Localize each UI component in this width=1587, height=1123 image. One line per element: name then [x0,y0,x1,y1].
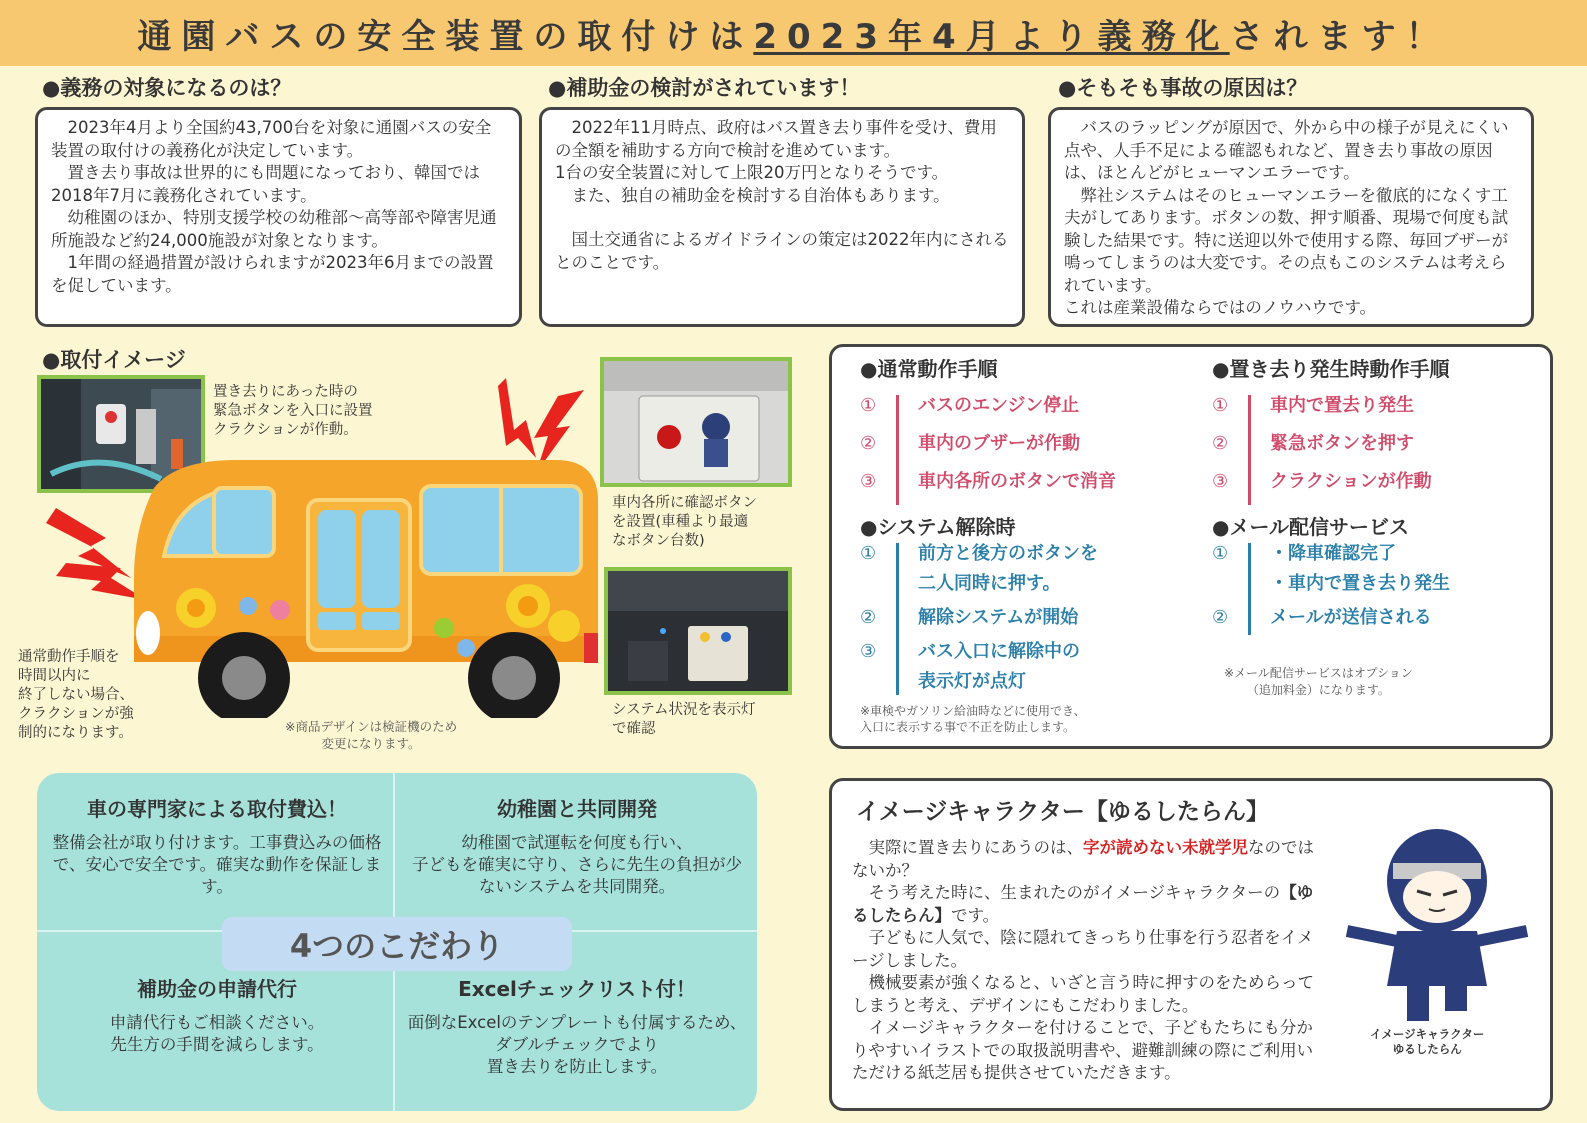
feature-title: 幼稚園と共同開発 [497,797,657,821]
feature-title: 補助金の申請代行 [137,977,297,1001]
obligation-heading: ●義務の対象になるのは？ [42,76,292,100]
emergency-button-caption: 置き去りにあった時の 緊急ボタンを入口に設置 クラクションが作動。 [213,384,373,438]
character-caption: イメージキャラクター ゆるしたらん [1370,1027,1485,1056]
subsidy-paragraph: 2022年11月時点、政府はバス置き去り事件を受け、費用の全額を補助する方向で検討を進めています。 [555,118,997,160]
cause-paragraph: バスのラッピングが原因で、外から中の様子が見えにくい点や、人手不足による確認もれなど、置き去り事故の原因は、ほとんどがヒューマンエラーです。 [1064,118,1509,182]
step-item: ① 前方と後方のボタンを 二人同時に押す。 [860,543,1098,594]
feature-card [47,973,387,1056]
features-panel [37,773,757,1111]
character-heading: イメージキャラクター【ゆるしたらん】 [856,799,1269,825]
horn-caption: 通常動作手順を 時間以内に 終了しない場合、 クラクションが強 制的になります。 [18,649,134,741]
ninja-character-illustration [1337,811,1537,1031]
design-note: ※商品デザインは検証機のため 変更になります。 [285,719,458,751]
status-light-photo [604,567,792,695]
release-note: ※車検やガソリン給油時などに使用でき、 入口に表示する事で不正を防止します。 [860,704,1086,734]
obligation-paragraph: 1年間の経過措置が設けられますが2023年6月までの設置を促しています。 [51,253,494,295]
step-item: ③ クラクションが作動 [1212,471,1432,492]
confirm-button-photo [600,357,792,487]
release-steps-list [860,539,1098,697]
character-paragraph: そう考えた時に、生まれたのがイメージキャラクターの【ゆるしたらん】です。 [852,883,1314,925]
left-behind-steps-list [1212,391,1432,497]
subsidy-paragraph: 国土交通省によるガイドラインの策定は2022年内にされるとのことです。 [555,230,1009,272]
mail-note: ※メール配信サービスはオプション （追加料金）になります。 [1224,666,1413,697]
title-text: 通園バスの安全装置の取付けは [137,16,754,57]
normal-steps-list [860,391,1116,497]
step-item: ③ 車内各所のボタンで消音 [860,471,1116,492]
step-item: ① 車内で置去り発生 [1212,395,1414,416]
feature-text: 整備会社が取り付けます。工事費込みの価格で、安心で安全です。確実な動作を保証します。 [52,833,382,896]
step-item: ① バスのエンジン停止 [860,395,1080,416]
obligation-paragraph: 2023年4月より全国約43,700台を対象に通園バスの安全装置の取付けの義務化が決定しています。 [51,118,492,160]
feature-text: 幼稚園で試運転を何度も行い、 子どもを確実に守り、さらに先生の負担が少ないシステムを共同開発。 [412,833,742,896]
subsidy-heading: ●補助金の検討がされています！ [548,76,861,100]
left-behind-steps-heading: ●置き去り発生時動作手順 [1212,357,1450,381]
steps-panel [829,344,1553,749]
mail-steps-list [1212,539,1450,633]
subsidy-paragraph: 1台の安全装置に対して上限20万円となりそうです。 [555,163,949,182]
cause-heading: ●そもそも事故の原因は？ [1058,76,1308,100]
character-paragraph: イメージキャラクターを付けることで、子どもたちにも分かりやすいイラストでの取扱説明書や、避難訓練の際にご利用いただける紙芝居も提供させていただきます。 [852,1018,1314,1082]
confirm-button-caption: 車内各所に確認ボタン を設置(車種より最適 なボタン台数) [612,495,757,549]
step-item: ③ バス入口に解除中の 表示灯が点灯 [860,641,1080,692]
feature-card [407,793,747,898]
photo-confirm-button [604,361,792,487]
obligation-paragraph: 幼稚園のほか、特別支援学校の幼稚部～高等部や障害児通所施設など約24,000施設が対象となります。 [51,208,497,250]
mail-service-heading: ●メール配信サービス [1212,515,1410,539]
features-center-label: 4つのこだわり [222,917,572,971]
cause-paragraph: これは産業設備ならではのノウハウです。 [1064,298,1377,317]
emphasis-text: 字が読めない未就学児 [1083,838,1248,857]
feature-title: Excelチェックリスト付！ [458,977,696,1001]
lightning-icon [56,563,146,600]
feature-title: 車の専門家による取付費込！ [87,797,347,821]
subsidy-box [539,107,1025,327]
step-item: ② メールが送信される [1212,607,1432,628]
install-heading: ●取付イメージ [42,348,186,372]
feature-text: 面倒なExcelのテンプレートも付属するため、ダブルチェックでより 置き去りを防止します。 [407,1013,747,1076]
photo-status-light [608,571,792,695]
step-item: ② 解除システムが開始 [860,607,1079,628]
page-title [0,0,1587,66]
feature-card [407,973,747,1078]
step-item: ① ・降車確認完了 ・車内で置き去り発生 [1212,543,1450,594]
cause-paragraph: 弊社システムはそのヒューマンエラーを徹底的になくす工夫がしてあります。ボタンの数、押す順番、現場で何度も試験した結果です。特に送迎以外で使用する際、毎回ブザーが鳴ってしまうのは大変です。その点もこのシステムは考えられています。 [1064,185,1509,295]
lightning-icon [498,378,536,458]
title-text-end: されます！ [1229,16,1450,57]
normal-steps-heading: ●通常動作手順 [860,357,998,381]
step-item: ② 車内のブザーが作動 [860,433,1080,454]
character-paragraph: 実際に置き去りにあうのは、字が読めない未就学児なのではないか？ [852,838,1314,880]
character-body [852,837,1322,1085]
character-paragraph: 子どもに人気で、陰に隠れてきっちり仕事を行う忍者をイメージしました。 [852,928,1314,970]
subsidy-paragraph: また、独自の補助金を検討する自治体もあります。 [571,185,950,205]
step-item: ② 緊急ボタンを押す [1212,433,1414,454]
feature-card [47,793,387,898]
character-paragraph: 機械要素が強くなると、いざと言う時に押すのをためらってしまうと考え、デザインにもこだわりました。 [852,973,1314,1015]
obligation-paragraph: 置き去り事故は世界的にも問題になっており、韓国では2018年7月に義務化されています。 [51,163,480,205]
character-panel [829,778,1553,1111]
cause-box [1048,107,1534,327]
release-steps-heading: ●システム解除時 [860,515,1016,539]
feature-text: 申請代行もご相談ください。 先生方の手間を減らします。 [109,1013,325,1054]
title-deadline: 2023年4月より義務化 [753,16,1230,57]
obligation-box [35,107,522,327]
status-light-caption: システム状況を表示灯 で確認 [612,702,756,737]
character-name: 【ゆるしたらん】 [852,883,1314,925]
